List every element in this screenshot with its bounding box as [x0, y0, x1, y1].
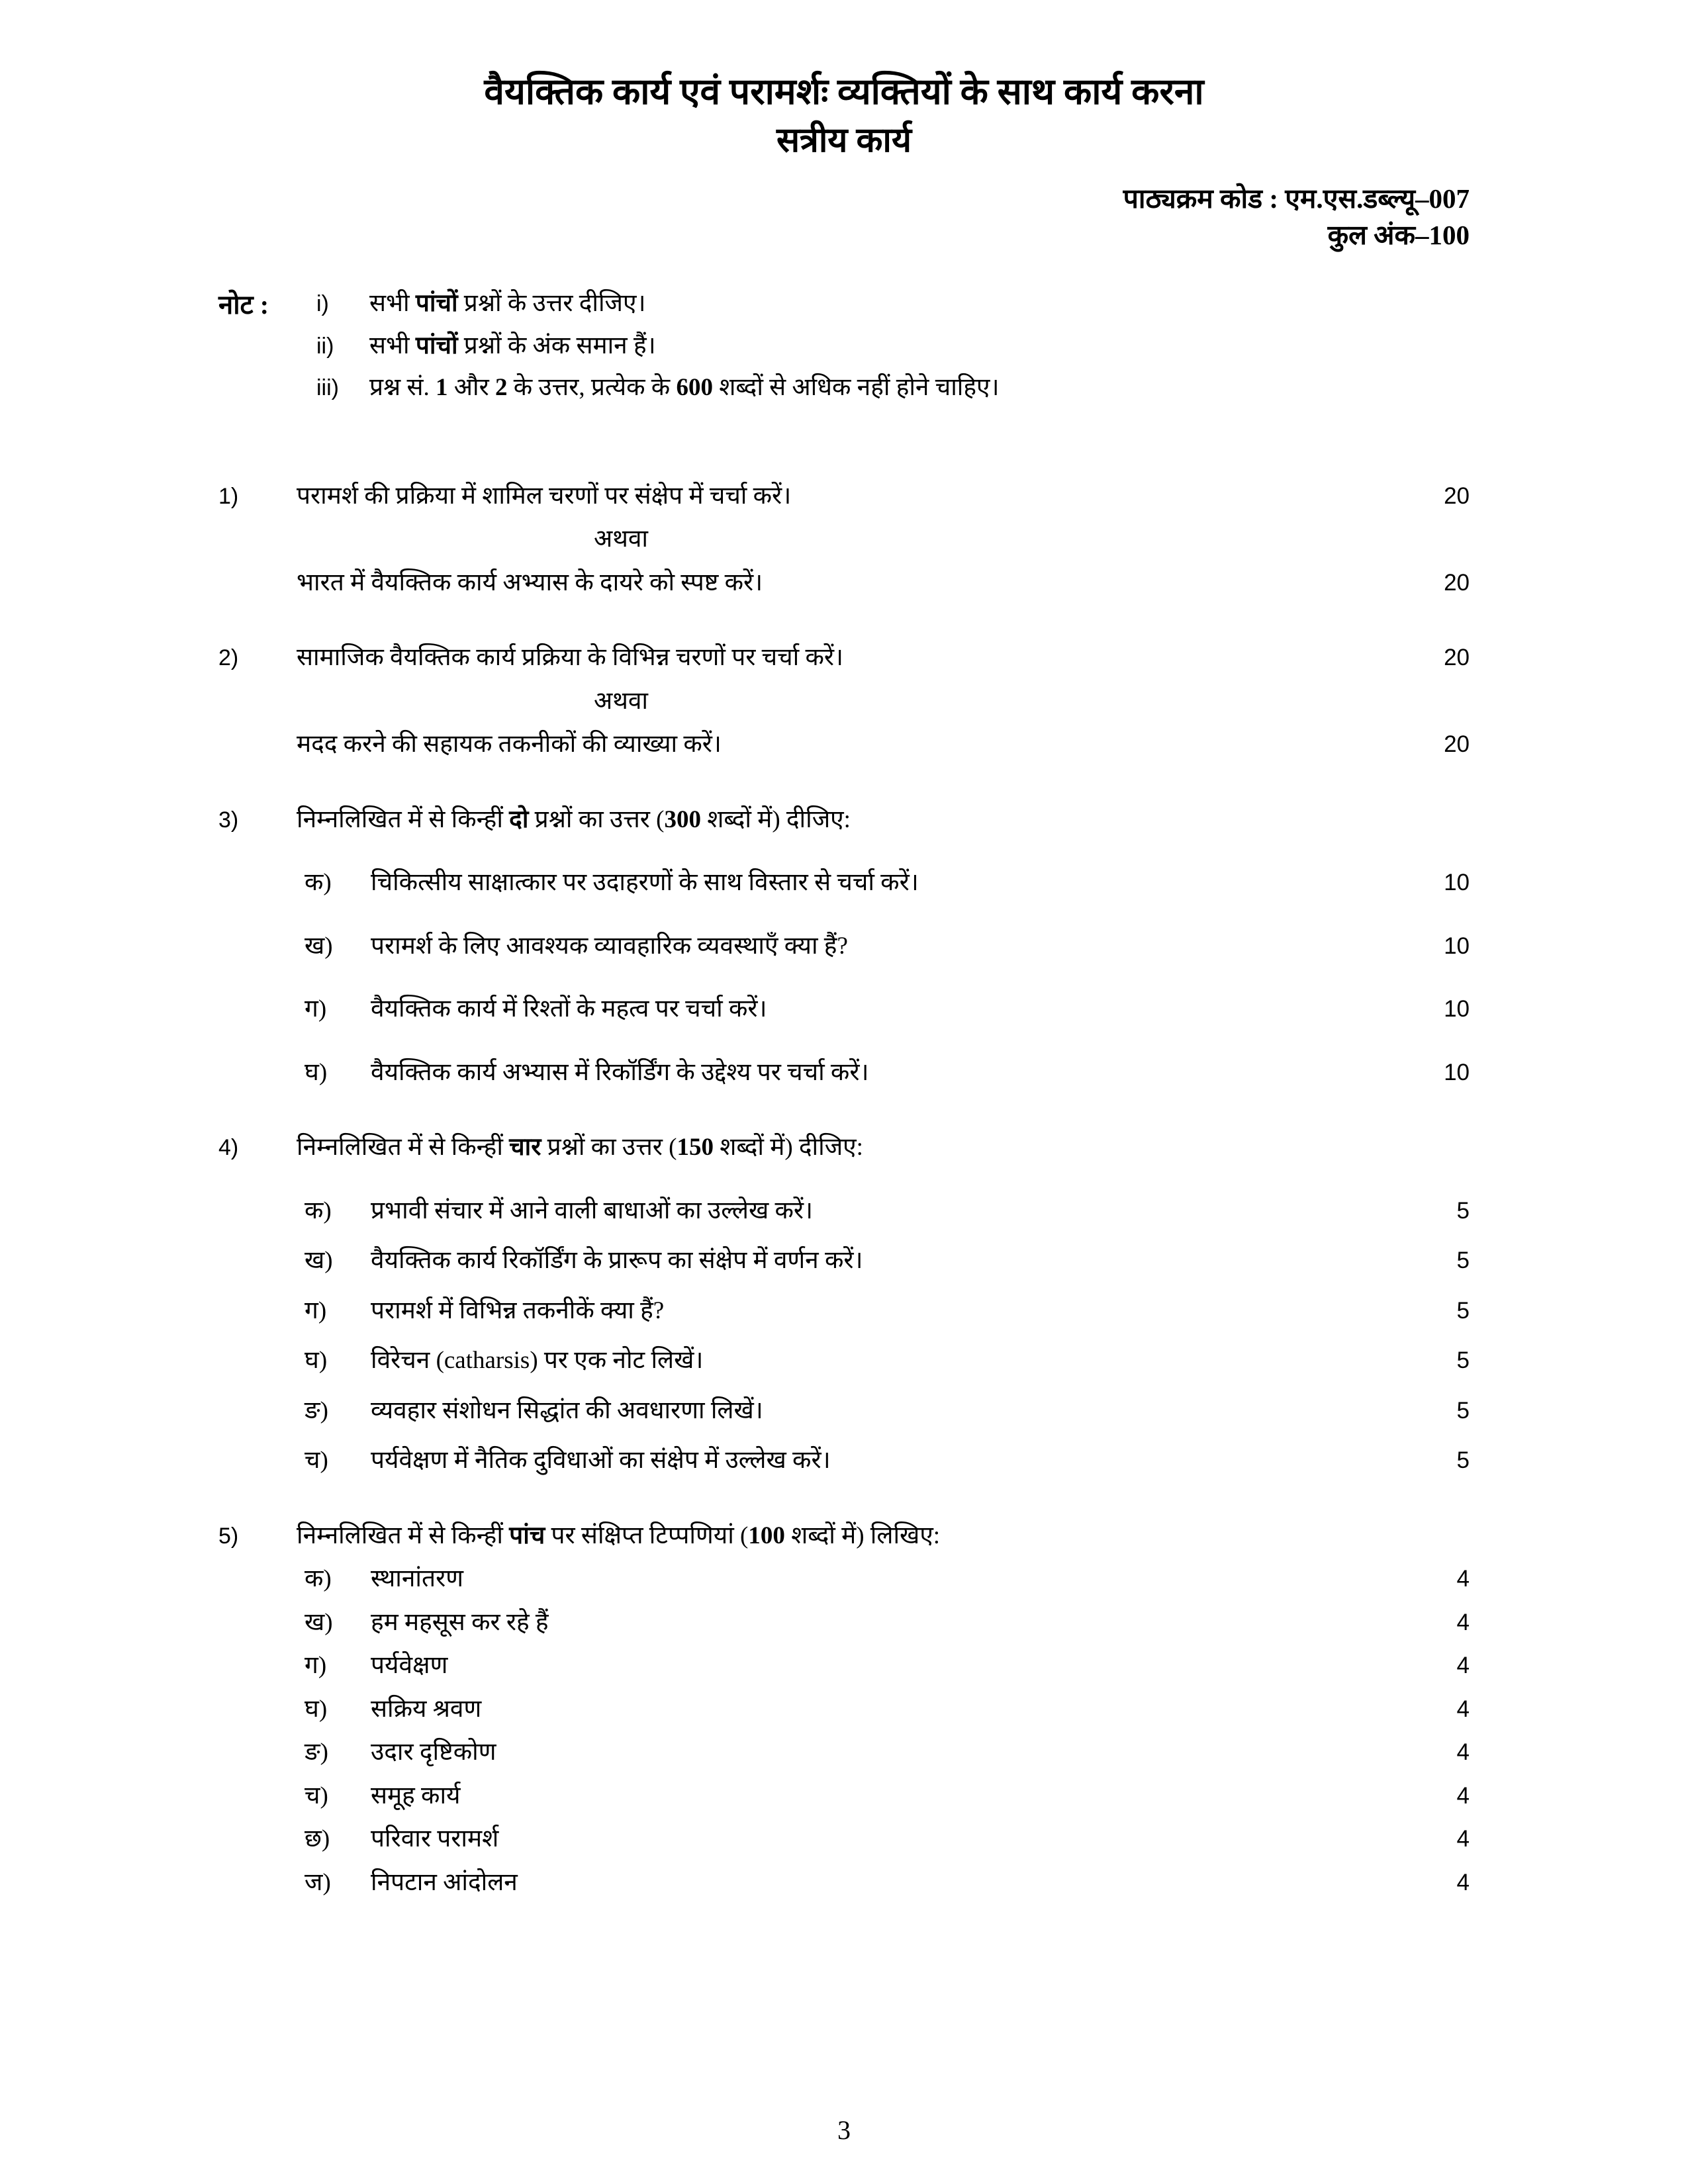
question-4 [218, 1129, 1470, 1479]
marks-value: 5 [1456, 1248, 1470, 1274]
course-code: पाठ्यक्रम कोड : एम.एस.डब्ल्यू–007 [1123, 183, 1470, 214]
question-alt-text: मदद करने की सहायक तकनीकों की व्याख्या करें। [297, 731, 722, 758]
marks-value: 4 [1456, 1653, 1470, 1679]
sub-question [218, 1054, 1470, 1091]
sub-question-text: पर्यवेक्षण में नैतिक दुविधाओं का संक्षेप में उल्लेख करें। [371, 1447, 831, 1475]
header-meta [218, 181, 1470, 254]
questions-section [218, 478, 1470, 1901]
marks-value: 4 [1456, 1782, 1470, 1809]
sub-question-text: परामर्श के लिए आवश्यक व्यावहारिक व्यवस्थाएँ क्या हैं? [371, 932, 848, 960]
marks-value: 5 [1456, 1447, 1470, 1474]
sub-question-text: वैयक्तिक कार्य अभ्यास में रिकॉर्डिंग के उद्देश्य पर चर्चा करें। [371, 1058, 869, 1086]
marks-value: 4 [1456, 1609, 1470, 1635]
question-5 [218, 1518, 1470, 1901]
sub-question-text: परिवार परामर्श [371, 1825, 499, 1853]
question-intro: निम्नलिखित में से किन्हीं पांच पर संक्षिप्त टिप्पणियां (100 शब्दों में) लिखिए: [297, 1522, 941, 1549]
marks-value: 5 [1456, 1347, 1470, 1374]
or-separator: अथवा [593, 525, 649, 553]
sub-question [218, 1293, 1470, 1330]
page-subtitle: सत्रीय कार्य [776, 121, 912, 159]
marks-value: 10 [1444, 870, 1470, 896]
question-text: सामाजिक वैयक्तिक कार्य प्रक्रिया के विभिन्न चरणों पर चर्चा करें। [297, 644, 844, 672]
note-item-text: सभी पांचों प्रश्नों के अंक समान हैं। [369, 332, 656, 359]
sub-question-label: क) [305, 869, 332, 897]
marks-value: 10 [1444, 933, 1470, 959]
sub-question-label: ज) [305, 1868, 331, 1896]
question-1 [218, 478, 1470, 602]
marks-value: 4 [1456, 1869, 1470, 1895]
question-number: 2) [218, 645, 239, 671]
question-number: 4) [218, 1135, 239, 1161]
question-intro: निम्नलिखित में से किन्हीं चार प्रश्नों का उत्तर (150 शब्दों में) दीजिए: [297, 1134, 863, 1161]
sub-question [218, 991, 1470, 1028]
sub-question-label: छ) [305, 1825, 330, 1853]
sub-question-text: सक्रिय श्रवण [371, 1695, 482, 1723]
or-separator: अथवा [593, 687, 649, 715]
note-item [316, 369, 1470, 406]
note-item-number: i) [316, 291, 329, 317]
sub-question-text: चिकित्सीय साक्षात्कार पर उदाहरणों के साथ विस्तार से चर्चा करें। [371, 869, 919, 897]
sub-question-text: समूह कार्य [371, 1782, 461, 1809]
question-2 [218, 639, 1470, 763]
marks-value: 20 [1444, 731, 1470, 758]
marks-value: 4 [1456, 1566, 1470, 1592]
question-number: 1) [218, 483, 239, 509]
sub-question-text: पर्यवेक्षण [371, 1652, 448, 1680]
sub-question [218, 1392, 1470, 1430]
note-item [316, 328, 1470, 365]
sub-question-label: घ) [305, 1058, 328, 1086]
sub-question-label: ख) [305, 1608, 333, 1636]
sub-question [218, 1242, 1470, 1279]
sub-question [218, 1561, 1470, 1598]
question-number: 5) [218, 1523, 239, 1549]
marks-value: 5 [1456, 1297, 1470, 1324]
sub-question-text: उदार दृष्टिकोण [371, 1739, 496, 1766]
sub-question-text: हम महसूस कर रहे हैं [371, 1608, 549, 1636]
sub-question-label: ङ) [305, 1396, 328, 1424]
sub-question [218, 928, 1470, 965]
note-label: नोट : [218, 290, 269, 320]
note-item-text: सभी पांचों प्रश्नों के उत्तर दीजिए। [369, 290, 646, 318]
sub-question-text: प्रभावी संचार में आने वाली बाधाओं का उल्लेख करें। [371, 1197, 814, 1224]
sub-question [218, 1342, 1470, 1379]
sub-question-text: परामर्श में विभिन्न तकनीकें क्या हैं? [371, 1297, 665, 1324]
note-item-number: iii) [316, 375, 339, 401]
note-section [218, 285, 1470, 412]
sub-question-text: स्थानांतरण [371, 1565, 463, 1593]
sub-question [218, 1821, 1470, 1858]
sub-question-label: क) [305, 1565, 332, 1593]
sub-question [218, 1734, 1470, 1771]
sub-question-text: निपटान आंदोलन [371, 1868, 518, 1896]
sub-question-text: वैयक्तिक कार्य रिकॉर्डिंग के प्रारूप का संक्षेप में वर्णन करें। [371, 1247, 863, 1275]
note-item-number: ii) [316, 333, 334, 359]
marks-value: 10 [1444, 996, 1470, 1023]
sub-question [218, 1691, 1470, 1728]
sub-question [218, 1864, 1470, 1901]
sub-question-label: घ) [305, 1695, 328, 1723]
question-3 [218, 801, 1470, 1091]
marks-value: 5 [1456, 1197, 1470, 1224]
marks-value: 4 [1456, 1826, 1470, 1852]
sub-question [218, 1442, 1470, 1479]
marks-value: 20 [1444, 482, 1470, 509]
marks-value: 5 [1456, 1397, 1470, 1424]
page-number: 3 [837, 2115, 851, 2145]
sub-question-label: ख) [305, 1247, 333, 1275]
sub-question [218, 1193, 1470, 1230]
sub-question [218, 1778, 1470, 1815]
question-alt-text: भारत में वैयक्तिक कार्य अभ्यास के दायरे को स्पष्ट करें। [297, 569, 763, 596]
sub-question [218, 864, 1470, 901]
note-item [316, 285, 1470, 322]
sub-question-text: व्यवहार संशोधन सिद्धांत की अवधारणा लिखें। [371, 1396, 763, 1424]
sub-question [218, 1604, 1470, 1641]
page-title: वैयक्तिक कार्य एवं परामर्शः व्यक्तियों के साथ कार्य करना [484, 71, 1204, 112]
sub-question-label: ग) [305, 1297, 327, 1324]
note-item-text: प्रश्न सं. 1 और 2 के उत्तर, प्रत्येक के 600 शब्दों से अधिक नहीं होने चाहिए। [369, 374, 1000, 402]
sub-question-label: ग) [305, 1652, 327, 1680]
sub-question-label: च) [305, 1782, 328, 1809]
sub-question-label: ख) [305, 932, 333, 960]
question-number: 3) [218, 807, 239, 833]
marks-value: 20 [1444, 569, 1470, 596]
sub-question-text: विरेचन (catharsis) पर एक नोट लिखें। [371, 1347, 704, 1375]
marks-value: 4 [1456, 1739, 1470, 1766]
marks-value: 4 [1456, 1696, 1470, 1722]
marks-value: 10 [1444, 1059, 1470, 1085]
sub-question-label: च) [305, 1447, 328, 1475]
sub-question-text: वैयक्तिक कार्य में रिश्तों के महत्व पर चर्चा करें। [371, 995, 767, 1023]
sub-question [218, 1647, 1470, 1684]
sub-question-label: क) [305, 1197, 332, 1224]
marks-value: 20 [1444, 645, 1470, 671]
sub-question-label: घ) [305, 1347, 328, 1375]
note-items [316, 285, 1470, 412]
question-intro: निम्नलिखित में से किन्हीं दो प्रश्नों का उत्तर (300 शब्दों में) दीजिए: [297, 805, 851, 833]
total-marks: कुल अंक–100 [1327, 220, 1470, 251]
question-text: परामर्श की प्रक्रिया में शामिल चरणों पर संक्षेप में चर्चा करें। [297, 482, 792, 510]
sub-question-label: ग) [305, 995, 327, 1023]
sub-question-label: ङ) [305, 1739, 328, 1766]
